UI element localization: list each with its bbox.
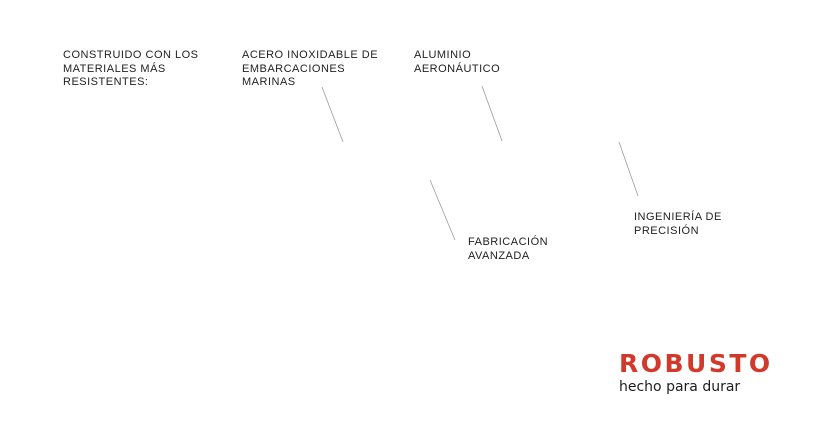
steel-feature-label: ACERO INOXIDABLE DE EMBARCACIONES MARINAS xyxy=(242,49,379,88)
steel-leader-line xyxy=(322,87,343,142)
brand-tagline: hecho para durar xyxy=(619,379,741,395)
brand-logo: ROBUSTO xyxy=(619,349,773,378)
engineering-feature-label: INGENIERÍA DE PRECISIÓN xyxy=(634,211,722,237)
aluminum-feature-label: ALUMINIO AERONÁUTICO xyxy=(414,49,501,75)
aluminum-leader-line xyxy=(482,86,502,141)
engineering-leader-line xyxy=(619,142,638,196)
intro-label: CONSTRUIDO CON LOS MATERIALES MÁS RESISTENTES: xyxy=(63,49,199,88)
fabrication-leader-line xyxy=(430,180,455,240)
brand-block xyxy=(619,350,773,396)
fabrication-feature-label: FABRICACIÓN AVANZADA xyxy=(468,236,549,262)
